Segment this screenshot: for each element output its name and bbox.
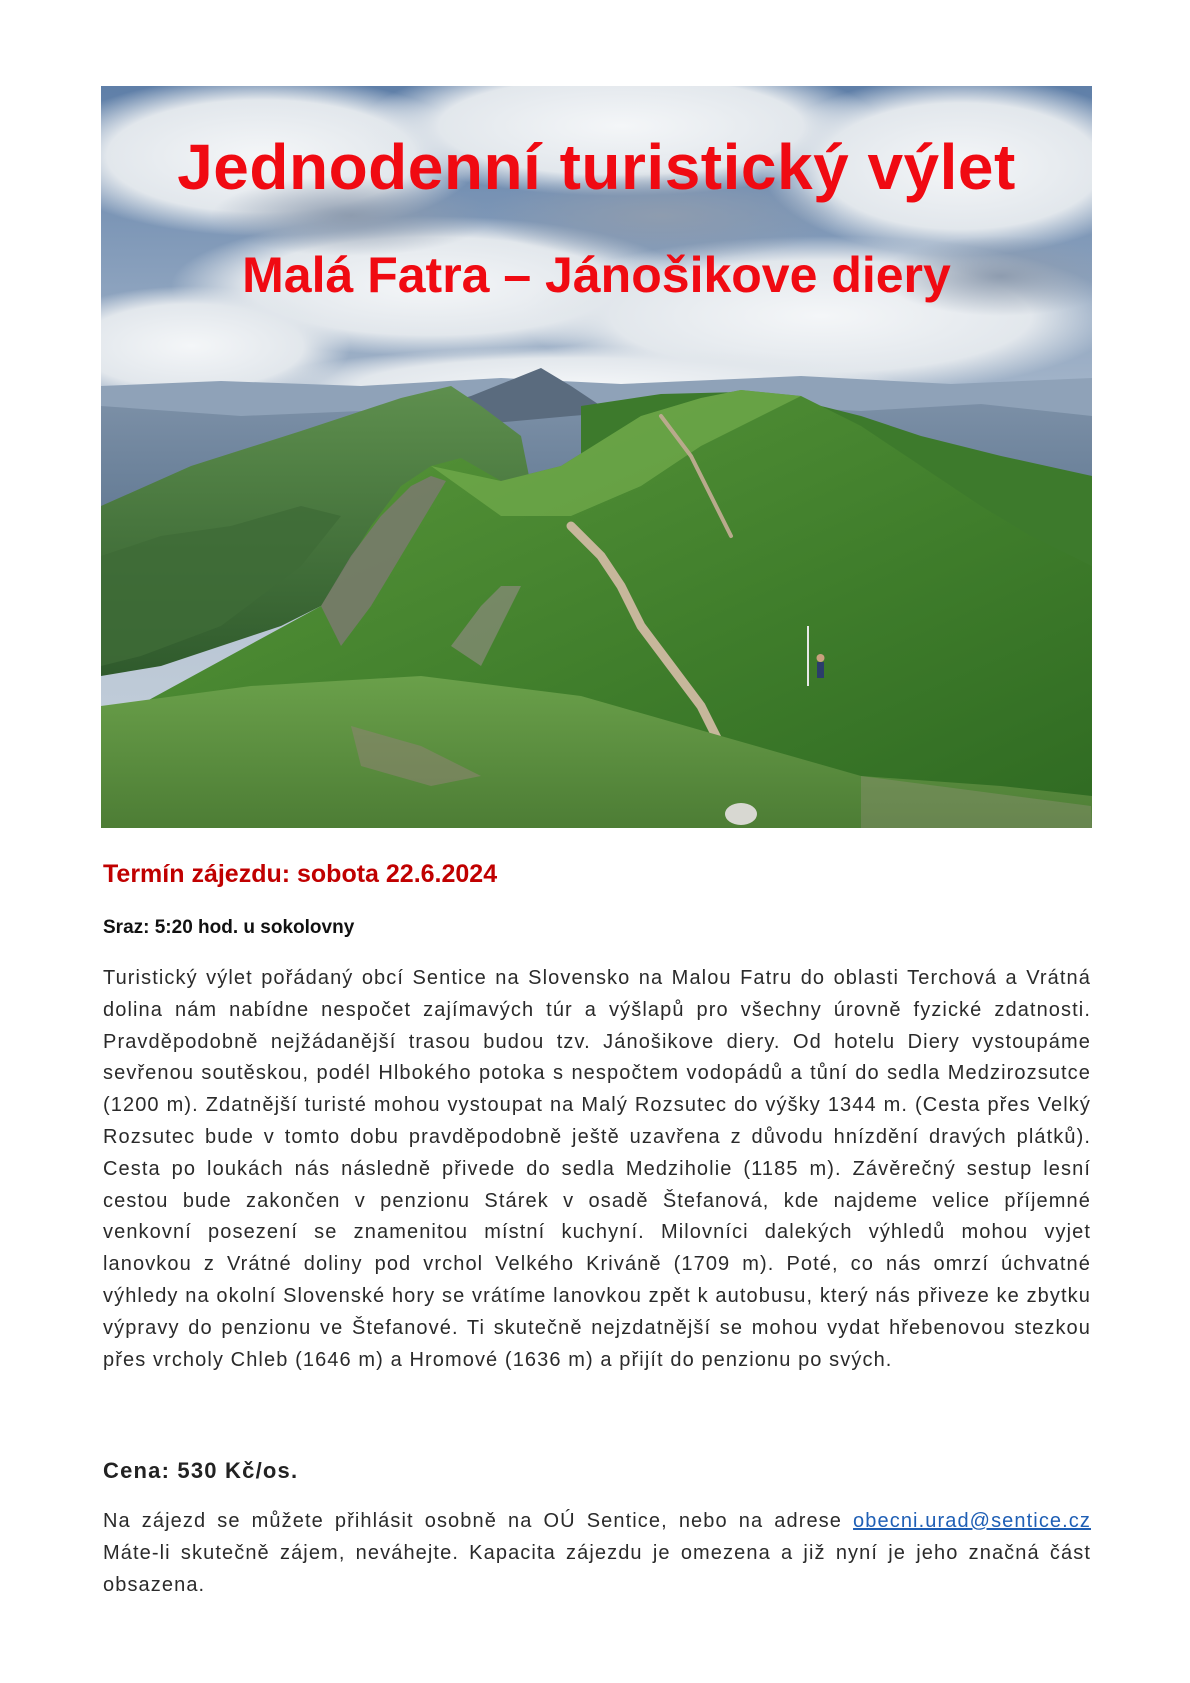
hero-photo: [101, 86, 1092, 828]
hero-title: Jednodenní turistický výlet: [177, 131, 1016, 203]
trip-description: Turistický výlet pořádaný obcí Sentice na Slovensko na Malou Fatru do oblasti Terchová a Vrátná dolina nám nabídne nespočet zajímavých túr a výšlapů pro všechny úrovně fyzické zdatnosti. Pravděpodobně nejžádanější trasou budou tzv. Jánošikove diery. Od hotelu Diery vystoupáme sevřenou soutěskou, podél Hlbokého potoka s nespočtem vodopádů a tůní do sedla Medzirozsutce (1200 m). Zdatnější turisté mohou vystoupat na Malý Rozsutec do výšky 1344 m. (Cesta přes Velký Rozsutec bude v tomto dobu pravděpodobně ještě uzavřena z důvodu hnízdění dravých plátků). Cesta po loukách nás následně přivede do sedla Medziholie (1185 m). Závěrečný sestup lesní cestou bude zakončen v penzionu Stárek v osadě Štefanová, kde najdeme velice příjemné venkovní posezení se znamenitou místní kuchyní. Milovníci dalekých výhledů mohou vyjet lanovkou z Vrátné doliny pod vrchol Velkého Kriváně (1709 m). Poté, co nás omrzí úchvatné výhledy na okolní Slovenské hory se vrátíme lanovkou zpět k autobusu, který nás přiveze ke zbytku výpravy do penzionu ve Štefanové. Ti skutečně nejzdatnější se mohou vydat hřebenovou stezkou přes vrcholy Chleb (1646 m) a Hromové (1636 m) a přijít do penzionu po svých.: [103, 967, 1091, 1371]
contact-intro: Na zájezd se můžete přihlásit osobně na OÚ Sentice, nebo na adrese: [103, 1510, 854, 1532]
contact-outro: Máte-li skutečně zájem, neváhejte. Kapacita zájezdu je omezena a již nyní je jeho značná část obsazena.: [103, 1541, 1091, 1596]
email-link[interactable]: obecni.urad@sentice.cz: [853, 1510, 1091, 1532]
hero-subtitle: Malá Fatra – Jánošikove diery: [242, 247, 951, 303]
trip-date: Termín zájezdu: sobota 22.6.2024: [103, 860, 498, 888]
price: Cena: 530 Kč/os.: [103, 1458, 299, 1483]
contact-paragraph: [103, 1506, 1091, 1601]
meeting-info: Sraz: 5:20 hod. u sokolovny: [103, 917, 355, 938]
